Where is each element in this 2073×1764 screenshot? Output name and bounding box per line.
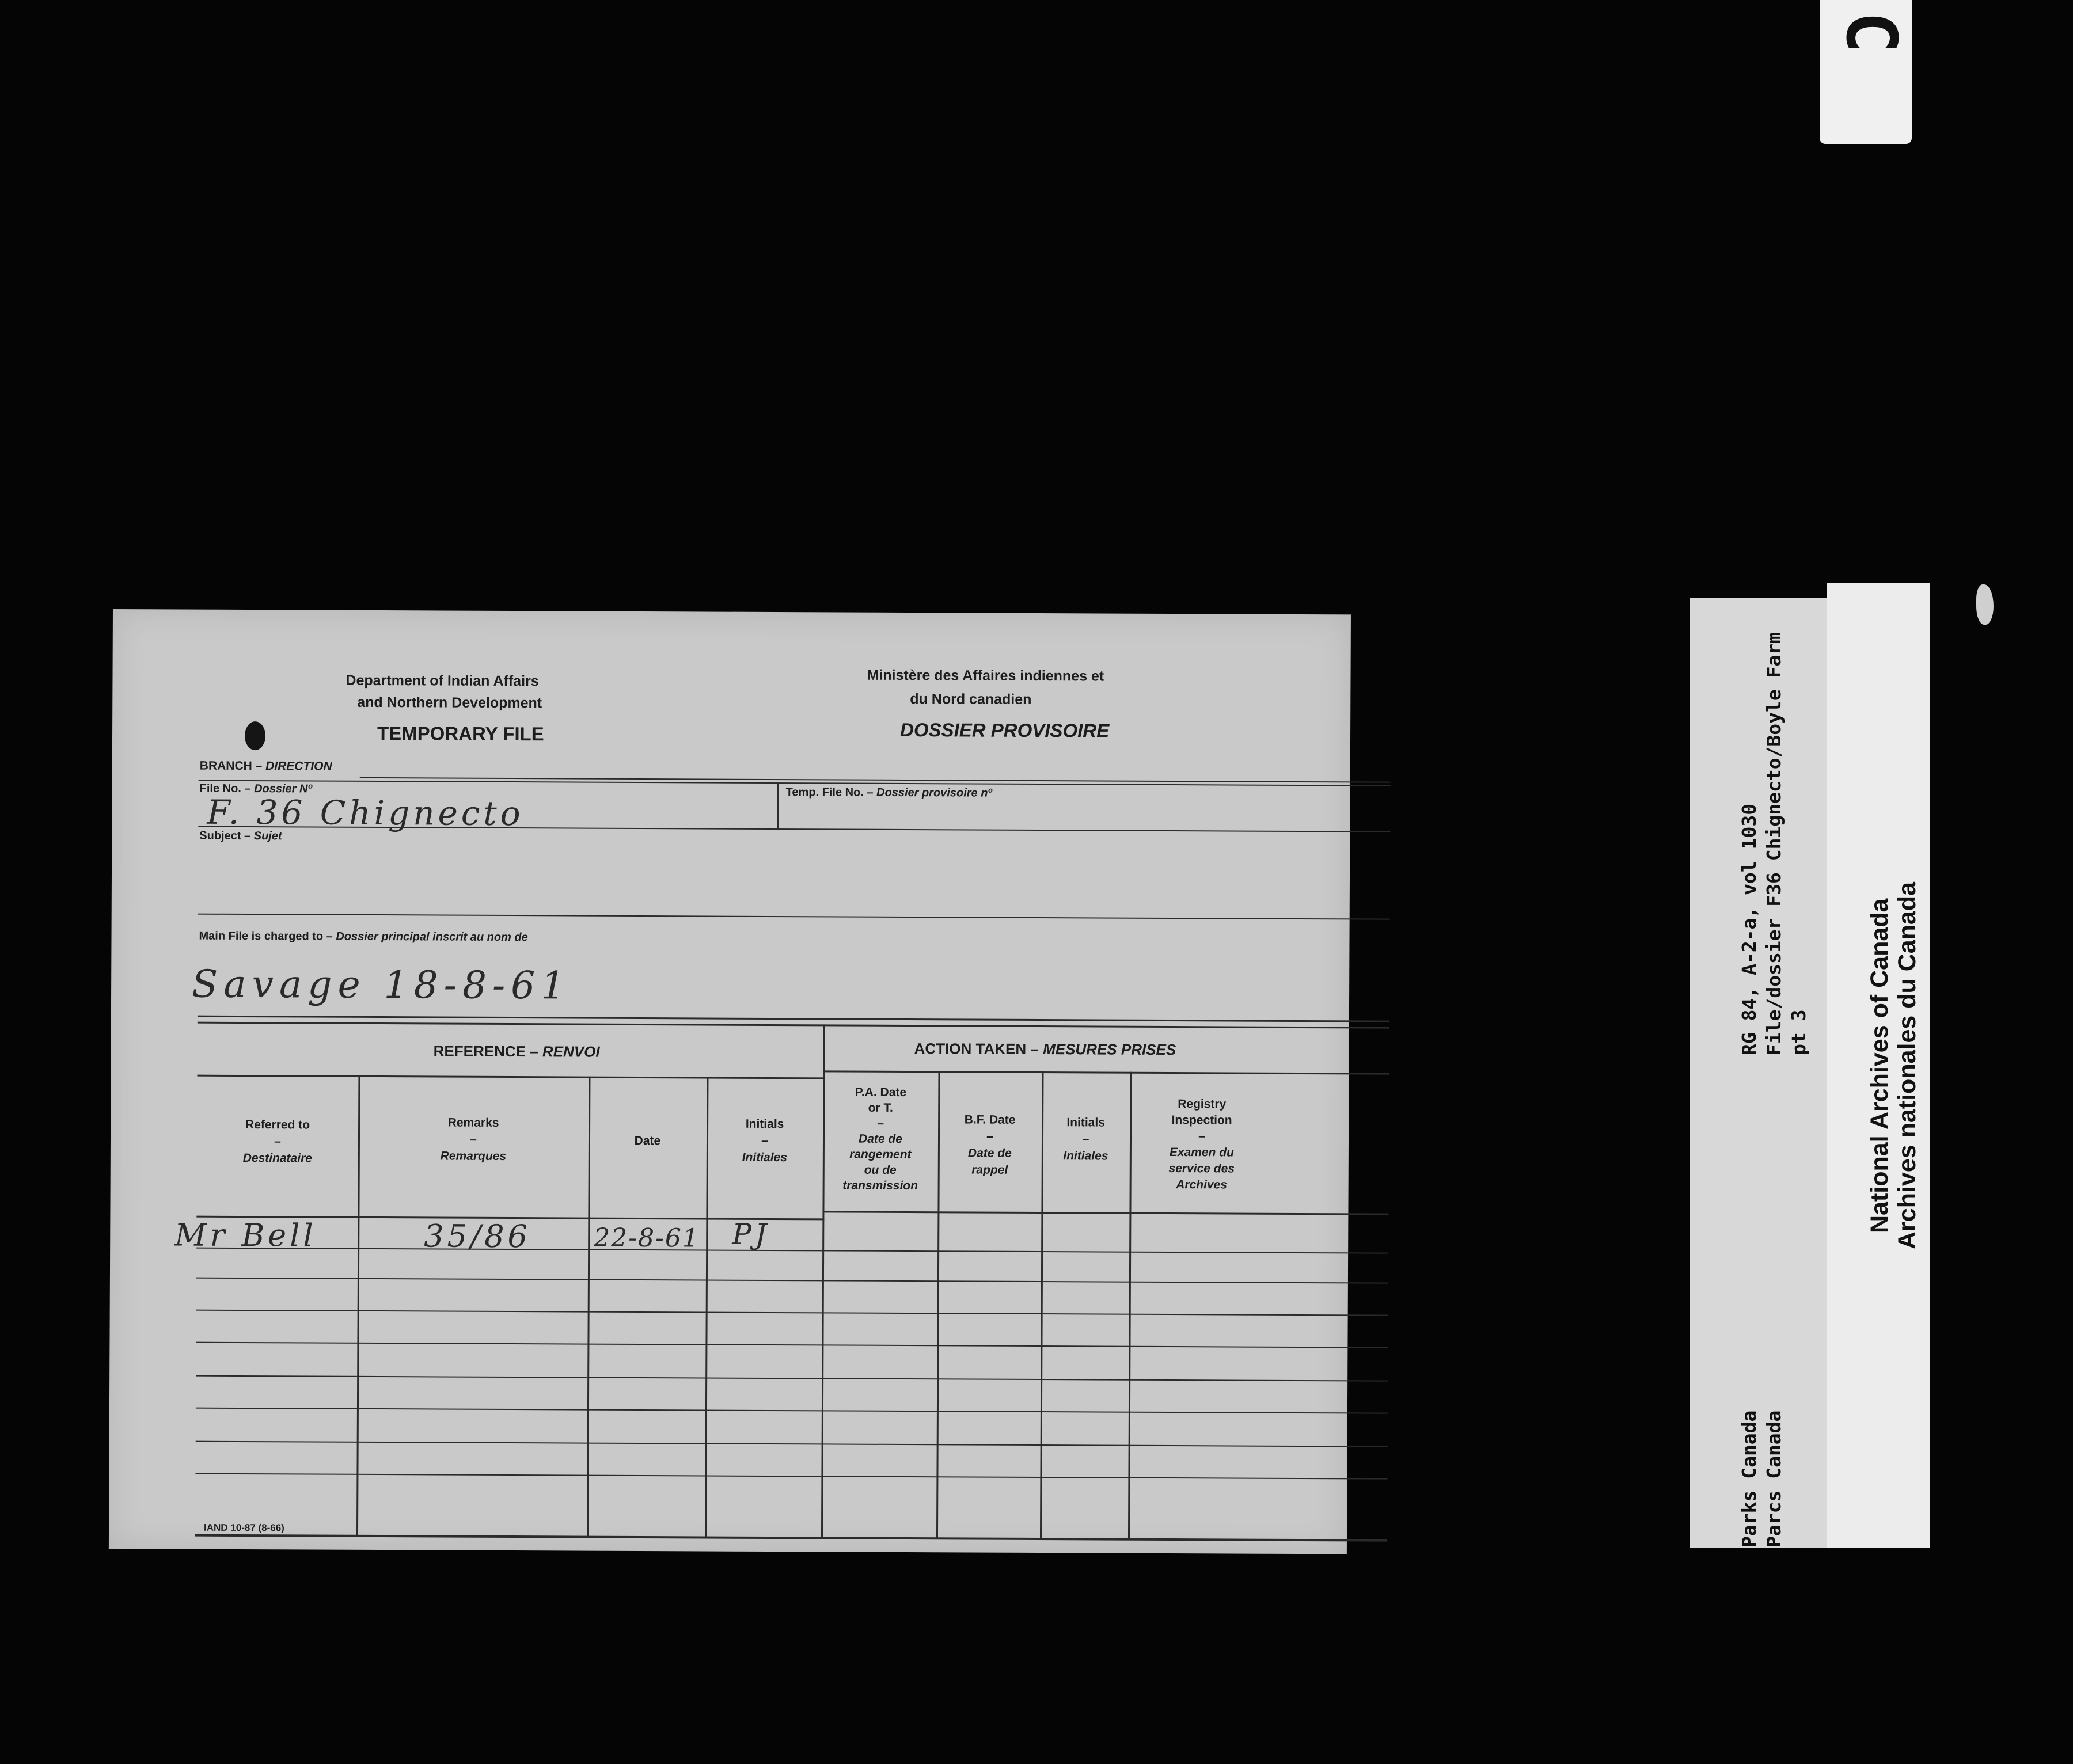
dept-name-fr-2: du Nord canadien <box>910 691 1032 708</box>
col-registry-en2: Inspection <box>1171 1113 1232 1127</box>
col-remarks-en: Remarks <box>447 1116 499 1130</box>
col-referred-to-fr: Destinataire <box>242 1151 313 1165</box>
col-bf-date-dash: – <box>986 1130 993 1143</box>
col-initials-2-fr: Initiales <box>1063 1149 1108 1163</box>
action-header-rule <box>823 1070 1389 1074</box>
subject-label <box>199 830 282 843</box>
row1-initials: PJ <box>732 1217 770 1251</box>
main-file-label-en: Main File is charged to – <box>199 929 336 943</box>
national-archives-strip <box>1827 583 1930 1548</box>
col-referred-to <box>197 1116 358 1167</box>
main-file-rule-1 <box>198 1016 1389 1022</box>
col-bf-date <box>938 1111 1042 1178</box>
row1-date: 22-8-61 <box>594 1223 700 1253</box>
dept-name-en-2: and Northern Development <box>357 694 542 712</box>
col-date-label: Date <box>634 1134 661 1148</box>
film-speck <box>1976 584 1994 625</box>
archive-ref-line-3: pt 3 <box>1787 1009 1810 1055</box>
dept-name-fr-1: Ministère des Affaires indiennes et <box>867 667 1104 685</box>
main-file-value: Savage 18-8-61 <box>191 961 571 1008</box>
col-initials-2 <box>1042 1114 1130 1165</box>
col-registry-fr3: Archives <box>1176 1178 1228 1192</box>
col-registry-inspection <box>1130 1096 1274 1193</box>
col-bf-date-en: B.F. Date <box>964 1113 1016 1127</box>
col-initials <box>707 1116 823 1166</box>
row-rule-8 <box>195 1473 1387 1480</box>
col-initials-en: Initials <box>745 1117 784 1131</box>
reference-header-en: REFERENCE – <box>433 1042 542 1060</box>
action-taken-header-fr: MESURES PRISES <box>1043 1040 1176 1059</box>
col-referred-to-en: Referred to <box>245 1118 310 1132</box>
subject-rule <box>198 914 1390 920</box>
punch-hole-mark <box>245 721 265 750</box>
row-rule-6 <box>196 1408 1388 1414</box>
branch-label-fr: DIRECTION <box>265 759 332 773</box>
col-referred-to-dash: – <box>274 1135 281 1149</box>
row1-referred-to: Mr Bell <box>174 1216 317 1254</box>
file-no-divider <box>777 782 779 830</box>
col-remarks-dash: – <box>470 1132 477 1146</box>
file-no-label-en: File No. – <box>199 782 255 796</box>
reference-header <box>434 1042 600 1060</box>
subject-label-fr: Sujet <box>253 830 282 843</box>
row-rule-5 <box>196 1375 1388 1382</box>
branch-label-en: BRANCH – <box>199 759 266 773</box>
col-pa-date-fr2: rangement <box>849 1147 912 1162</box>
main-file-label <box>199 930 527 944</box>
archive-ref-line-1: RG 84, A-2-a, vol 1030 <box>1738 803 1760 1055</box>
frame-marker-glyph: C <box>1831 12 1911 54</box>
col-remarks <box>358 1114 589 1165</box>
col-bf-date-fr2: rappel <box>971 1163 1008 1177</box>
row-rule-3 <box>196 1310 1388 1316</box>
action-taken-header <box>914 1040 1176 1059</box>
col-initials-2-dash: – <box>1082 1132 1089 1146</box>
org-name-en: Parks Canada <box>1738 1410 1760 1548</box>
col-initials-fr: Initiales <box>742 1150 787 1165</box>
temp-file-no-label-en: Temp. File No. – <box>785 786 877 799</box>
archive-ref-line-2: File/dossier F36 Chignecto/Boyle Farm <box>1763 632 1785 1055</box>
main-file-rule-2 <box>198 1022 1389 1029</box>
col-pa-date-dash: – <box>877 1116 884 1130</box>
temporary-file-card <box>109 609 1351 1554</box>
temp-file-no-label-fr: Dossier provisoire nº <box>876 786 992 800</box>
col-registry-dash: – <box>1198 1130 1205 1143</box>
archive-reference-strip <box>1690 598 1827 1548</box>
row-rule-2 <box>196 1278 1388 1284</box>
temp-file-no-label <box>786 786 992 800</box>
dossier-provisoire-title: DOSSIER PROVISOIRE <box>900 718 1110 742</box>
archives-name-fr: Archives nationales du Canada <box>1893 881 1921 1249</box>
main-file-label-fr: Dossier principal inscrit au nom de <box>336 930 528 944</box>
col-registry-en1: Registry <box>1178 1097 1227 1111</box>
col-pa-date-fr4: transmission <box>842 1178 918 1193</box>
col-initials-2-en: Initials <box>1066 1116 1105 1130</box>
file-no-label-fr: Dossier Nº <box>254 782 312 796</box>
temporary-file-title: TEMPORARY FILE <box>377 723 544 745</box>
row1-remarks: 35/86 <box>424 1218 531 1255</box>
col-pa-date-en2: or T. <box>868 1101 893 1115</box>
row-rule-4 <box>196 1342 1388 1348</box>
subject-label-en: Subject – <box>199 829 254 843</box>
archives-name-en: National Archives of Canada <box>1866 898 1893 1233</box>
col-pa-date-fr1: Date de <box>859 1132 902 1146</box>
reference-header-fr: RENVOI <box>542 1043 600 1060</box>
column-header-rule-right <box>822 1211 1388 1215</box>
dept-name-en-1: Department of Indian Affairs <box>346 672 539 690</box>
row-rule-1 <box>196 1248 1388 1254</box>
col-registry-fr2: service des <box>1168 1162 1235 1176</box>
row-rule-7 <box>196 1441 1388 1447</box>
branch-label <box>200 759 332 774</box>
file-no-value: F. 36 Chignecto <box>207 792 524 834</box>
col-initials-dash: – <box>761 1134 768 1147</box>
col-bf-date-fr1: Date de <box>967 1146 1012 1160</box>
col-registry-fr1: Examen du <box>1169 1146 1234 1159</box>
org-name-fr: Parcs Canada <box>1763 1410 1785 1548</box>
col-remarks-fr: Remarques <box>440 1149 507 1163</box>
col-pa-date <box>823 1084 939 1193</box>
col-pa-date-fr3: ou de <box>864 1163 897 1177</box>
reference-header-rule <box>197 1075 825 1079</box>
frame-marker <box>1820 0 1912 144</box>
form-number: IAND 10-87 (8-66) <box>203 1522 284 1534</box>
col-pa-date-en1: P.A. Date <box>855 1085 907 1100</box>
table-bottom-rule <box>195 1534 1387 1542</box>
col-date <box>589 1132 707 1150</box>
action-taken-header-en: ACTION TAKEN – <box>914 1040 1043 1058</box>
